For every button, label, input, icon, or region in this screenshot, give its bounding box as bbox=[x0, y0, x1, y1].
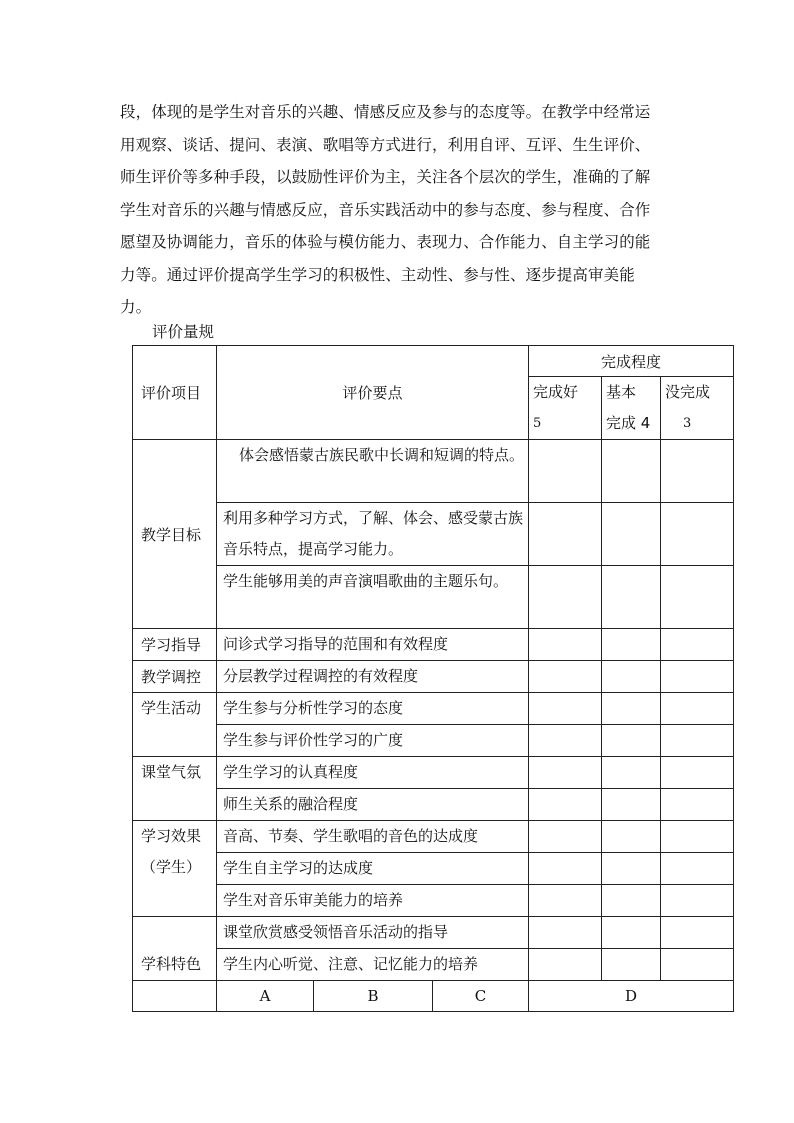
point-cell: 分层教学过程调控的有效程度 bbox=[217, 661, 529, 693]
point-cell: 音高、节奏、学生歌唱的音色的达成度 bbox=[217, 821, 529, 853]
table-row bbox=[133, 566, 734, 629]
table-row bbox=[133, 821, 734, 853]
item-cell: 学科特色 bbox=[133, 917, 217, 981]
point-cell: 学生内心听觉、注意、记忆能力的培养 bbox=[217, 949, 529, 981]
footer-b: B bbox=[314, 981, 433, 1012]
header-none: 没完成 3 bbox=[661, 377, 734, 440]
footer-a: A bbox=[217, 981, 314, 1012]
item-cell: 教学目标 bbox=[133, 440, 217, 629]
header-item: 评价项目 bbox=[133, 346, 217, 440]
table-row bbox=[133, 917, 734, 949]
item-cell: 学习效果 （学生） bbox=[133, 821, 217, 917]
table-row bbox=[133, 853, 734, 885]
paragraph-line: 力。 bbox=[120, 298, 152, 316]
table-row bbox=[133, 693, 734, 725]
footer-row bbox=[133, 981, 734, 1012]
body-paragraph bbox=[120, 96, 680, 324]
point-cell: 体会感悟蒙古族民歌中长调和短调的特点。 bbox=[217, 440, 529, 503]
header-points: 评价要点 bbox=[217, 346, 529, 440]
footer-d: D bbox=[529, 981, 734, 1012]
item-cell: 教学调控 bbox=[133, 661, 217, 693]
point-cell: 学生能够用美的声音演唱歌曲的主题乐句。 bbox=[217, 566, 529, 629]
paragraph-line: 用观察、谈话、提问、表演、歌唱等方式进行，利用自评、互评、生生评价、 bbox=[120, 135, 651, 154]
point-cell: 学生学习的认真程度 bbox=[217, 757, 529, 789]
table-caption: 评价量规 bbox=[152, 323, 215, 341]
point-cell: 问诊式学习指导的范围和有效程度 bbox=[217, 629, 529, 661]
table-row bbox=[133, 440, 734, 503]
item-cell: 课堂气氛 bbox=[133, 757, 217, 821]
footer-c: C bbox=[433, 981, 529, 1012]
point-cell: 学生参与分析性学习的态度 bbox=[217, 693, 529, 725]
rubric-table bbox=[132, 345, 734, 1012]
point-cell: 课堂欣赏感受领悟音乐活动的指导 bbox=[217, 917, 529, 949]
table-row bbox=[133, 725, 734, 757]
item-cell: 学习指导 bbox=[133, 629, 217, 661]
header-good: 完成好 5 bbox=[529, 377, 602, 440]
table-row bbox=[133, 949, 734, 981]
table-row bbox=[133, 503, 734, 566]
header-basic: 基本 完成 4 bbox=[602, 377, 661, 440]
table-row bbox=[133, 661, 734, 693]
header-row bbox=[133, 346, 734, 377]
paragraph-line: 愿望及协调能力，音乐的体验与模仿能力、表现力、合作能力、自主学习的能 bbox=[120, 233, 651, 251]
point-cell: 师生关系的融洽程度 bbox=[217, 789, 529, 821]
table-row bbox=[133, 757, 734, 789]
point-cell: 学生自主学习的达成度 bbox=[217, 853, 529, 885]
table-row bbox=[133, 789, 734, 821]
paragraph-line: 学生对音乐的兴趣与情感反应，音乐实践活动中的参与态度、参与程度、合作 bbox=[120, 200, 651, 219]
table-row bbox=[133, 629, 734, 661]
paragraph-line: 段，体现的是学生对音乐的兴趣、情感反应及参与的态度等。在教学中经常运 bbox=[120, 103, 651, 121]
point-cell: 学生对音乐审美能力的培养 bbox=[217, 885, 529, 917]
header-degree: 完成程度 bbox=[529, 346, 734, 377]
point-cell: 利用多种学习方式，了解、体会、感受蒙古族音乐特点，提高学习能力。 bbox=[217, 503, 529, 566]
table-row bbox=[133, 885, 734, 917]
paragraph-line: 力等。通过评价提高学生学习的积极性、主动性、参与性、逐步提高审美能 bbox=[120, 265, 635, 284]
point-cell: 学生参与评价性学习的广度 bbox=[217, 725, 529, 757]
item-cell: 学生活动 bbox=[133, 693, 217, 757]
paragraph-line: 师生评价等多种手段，以鼓励性评价为主，关注各个层次的学生，准确的了解 bbox=[120, 168, 651, 186]
